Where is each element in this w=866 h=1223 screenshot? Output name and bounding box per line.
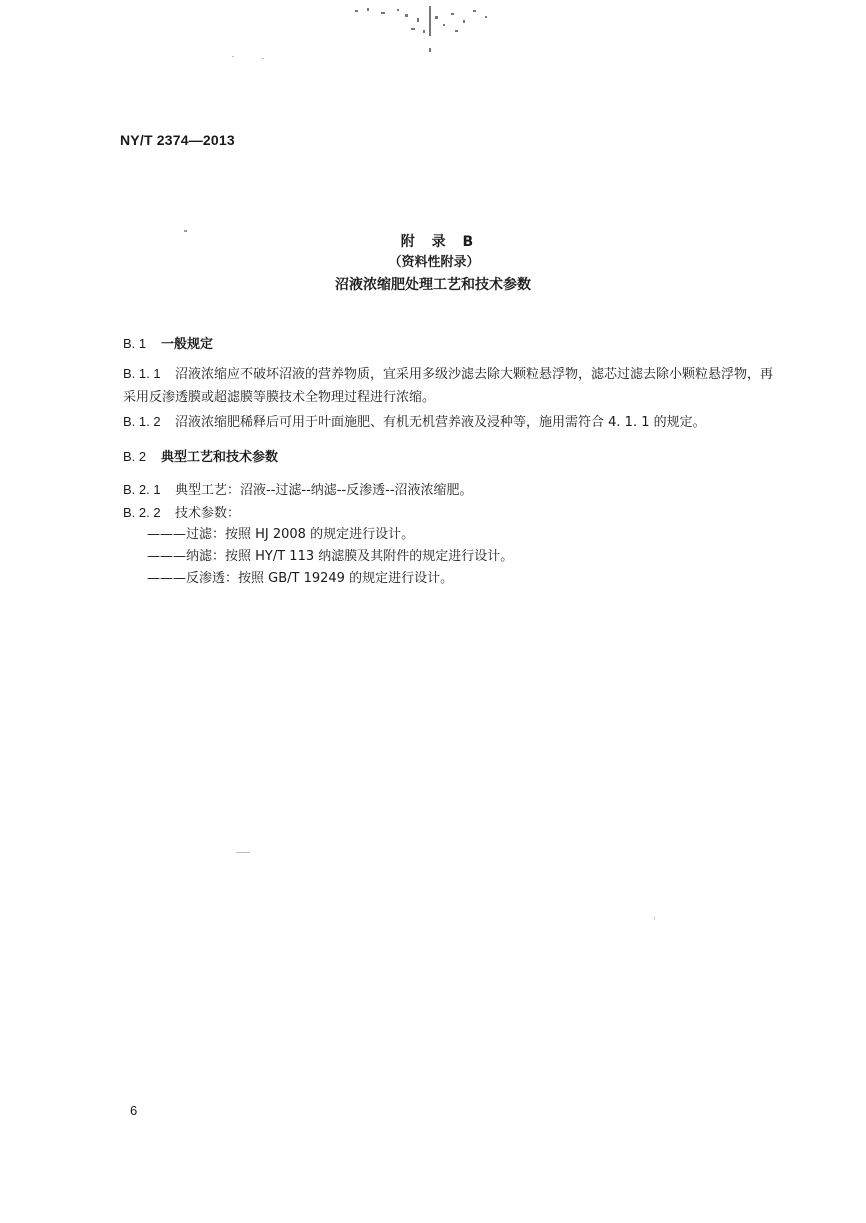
clause-text: 典型工艺：沼液--过滤--纳滤--反渗透--沼液浓缩肥。 — [175, 483, 473, 498]
appendix-title-block — [0, 232, 866, 296]
section-title: 一般规定 — [161, 337, 214, 352]
scan-speck — [232, 56, 234, 57]
appendix-title: 附 录 B — [400, 234, 480, 250]
clause-text: 技术参数： — [175, 506, 241, 521]
page-number: 6 — [130, 1103, 138, 1118]
clause-b2-2 — [123, 501, 773, 525]
tech-param-reverse-osmosis: ———反渗透：按照 GB/T 19249 的规定进行设计。 — [147, 571, 454, 586]
clause-b1-1 — [123, 362, 773, 409]
section-title: 典型工艺和技术参数 — [161, 450, 279, 465]
clause-b1-2 — [123, 410, 773, 434]
clause-number: B. 2. 2 — [123, 505, 161, 520]
clause-b2-1 — [123, 478, 773, 502]
tech-param-filtration: ———过滤：按照 HJ 2008 的规定进行设计。 — [147, 527, 415, 542]
clause-text: 沼液浓缩应不破坏沼液的营养物质，宜采用多级沙滤去除大颗粒悬浮物，滤芯过滤去除小颗粒悬浮物，再采用反渗透膜或超滤膜等膜技术全物理过程进行浓缩。 — [123, 367, 774, 405]
scan-speck — [262, 58, 264, 59]
appendix-type: （资料性附录） — [388, 255, 480, 270]
section-heading-b2 — [123, 446, 278, 465]
standard-code: NY/T 2374—2013 — [120, 132, 235, 148]
clause-text: 沼液浓缩肥稀释后可用于叶面施肥、有机无机营养液及浸种等，施用需符合 4. 1. 1 的规定。 — [175, 415, 706, 430]
scan-speck — [184, 230, 187, 232]
clause-number: B. 1. 2 — [123, 414, 161, 429]
appendix-subtitle: 沼液浓缩肥处理工艺和技术参数 — [335, 277, 531, 293]
scan-speck — [654, 917, 655, 920]
tech-param-nanofiltration: ———纳滤：按照 HY/T 113 纳滤膜及其附件的规定进行设计。 — [147, 549, 514, 564]
scan-noise-mark — [345, 4, 505, 54]
section-number: B. 1 — [123, 336, 147, 351]
scan-speck — [236, 852, 250, 853]
section-number: B. 2 — [123, 449, 147, 464]
clause-number: B. 2. 1 — [123, 482, 161, 497]
section-heading-b1 — [123, 333, 213, 352]
clause-number: B. 1. 1 — [123, 366, 161, 381]
